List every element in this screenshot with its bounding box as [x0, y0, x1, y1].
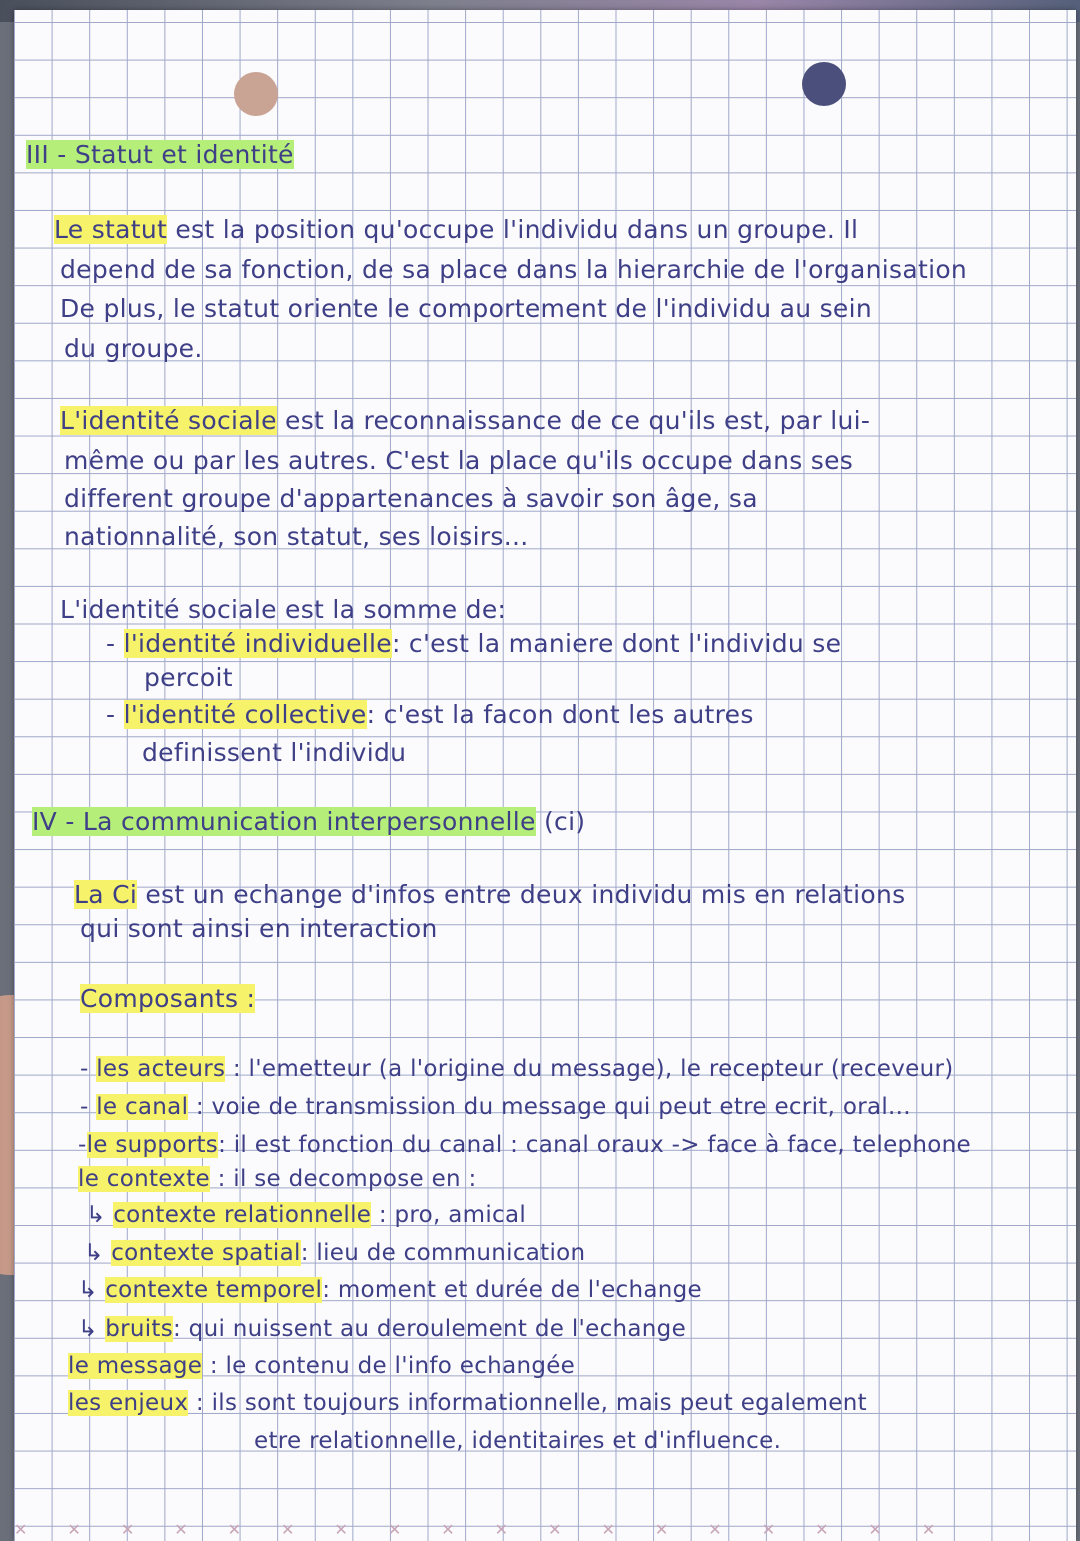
punch-hole-left — [234, 72, 278, 116]
item-text: : qui nuissent au deroulement de l'echange — [173, 1316, 687, 1342]
item-label: contexte spatial — [111, 1240, 301, 1266]
item-prefix: - — [80, 1056, 97, 1082]
ci-line-2: qui sont ainsi en interaction — [80, 914, 438, 943]
item-label: les acteurs — [96, 1056, 226, 1082]
item-prefix: - — [80, 1094, 97, 1120]
item-text: : pro, amical — [371, 1202, 527, 1228]
indiv-label: l'identité individuelle — [123, 629, 392, 658]
item-prefix: ↳ — [78, 1316, 106, 1342]
identite-line-4: nationnalité, son statut, ses loisirs... — [64, 522, 529, 551]
statut-line-2: depend de sa fonction, de sa place dans la hierarchie de l'organisation — [60, 255, 968, 284]
section-4-title-text: - La communication interpersonnelle — [57, 807, 536, 836]
component-item — [78, 1162, 477, 1196]
identite-line-1 — [60, 404, 870, 438]
indiv-line-2: percoit — [144, 663, 233, 692]
item-text: : lieu de communication — [300, 1240, 586, 1266]
section-4-abbr: (ci) — [535, 807, 586, 836]
bottom-doodles: ✕✕✕✕✕✕✕✕✕✕✕✕✕✕✕✕✕✕ — [14, 1520, 976, 1539]
item-label: les enjeux — [68, 1390, 189, 1416]
item-text: : ils sont toujours informationnelle, mais peut egalement — [188, 1390, 867, 1416]
coll-bullet: - — [106, 700, 124, 729]
ci-label: La Ci — [74, 880, 138, 909]
item-text: : moment et durée de l'echange — [322, 1277, 702, 1303]
section-4-number: IV — [32, 807, 58, 836]
item-label: le message — [68, 1353, 203, 1379]
component-item — [86, 1198, 526, 1232]
item-text: : le contenu de l'info echangée — [202, 1353, 576, 1379]
coll-line-1 — [106, 698, 754, 732]
component-item — [78, 1273, 702, 1307]
item-text: : il se decompose en : — [210, 1166, 477, 1192]
statut-text-1: est la position qu'occupe l'individu dans un groupe. Il — [167, 215, 859, 244]
composants-label: Composants : — [80, 984, 256, 1013]
composants-heading — [80, 982, 255, 1016]
indiv-line-1 — [106, 627, 841, 661]
component-item — [78, 1312, 686, 1346]
indiv-bullet: - — [106, 629, 124, 658]
component-item — [80, 1052, 954, 1086]
somme-intro: L'identité sociale est la somme de: — [60, 595, 507, 624]
enjeux-continuation: etre relationnelle, identitaires et d'influence. — [254, 1428, 782, 1454]
identite-text-1: est la reconnaissance de ce qu'ils est, par lui- — [276, 406, 871, 435]
identite-line-3: different groupe d'appartenances à savoir son âge, sa — [64, 484, 758, 513]
grid-paper-sheet — [14, 10, 1076, 1541]
item-label: le contexte — [78, 1166, 210, 1192]
statut-label: Le statut — [54, 215, 168, 244]
ci-line-1 — [74, 878, 905, 912]
item-label: le supports — [86, 1132, 219, 1158]
statut-line-4: du groupe. — [64, 334, 203, 363]
section-3-title-text: III - Statut et identité — [26, 140, 294, 169]
item-text: : voie de transmission du message qui peut etre ecrit, oral... — [188, 1094, 911, 1120]
item-prefix: ↳ — [86, 1202, 114, 1228]
component-item — [68, 1386, 867, 1420]
section-4-title — [32, 805, 585, 839]
coll-label: l'identité collective — [123, 700, 367, 729]
coll-line-2: definissent l'individu — [142, 738, 407, 767]
component-item — [80, 1090, 911, 1124]
item-prefix: - — [78, 1132, 87, 1158]
component-item — [78, 1128, 971, 1162]
identite-line-2: même ou par les autres. C'est la place qu'ils occupe dans ses — [64, 446, 854, 475]
statut-line-1 — [54, 213, 858, 247]
indiv-text-1: : c'est la maniere dont l'individu se — [391, 629, 842, 658]
component-item — [68, 1349, 575, 1383]
ci-text-1: est un echange d'infos entre deux individu mis en relations — [137, 880, 906, 909]
item-text: : il est fonction du canal : canal oraux -> face à face, telephone — [218, 1132, 972, 1158]
item-label: contexte relationnelle — [113, 1202, 372, 1228]
item-label: bruits — [105, 1316, 174, 1342]
statut-line-3: De plus, le statut oriente le comportement de l'individu au sein — [60, 294, 872, 323]
item-label: contexte temporel — [105, 1277, 323, 1303]
punch-hole-right — [802, 62, 846, 106]
component-item — [84, 1236, 585, 1270]
item-prefix: ↳ — [78, 1277, 106, 1303]
item-label: le canal — [96, 1094, 189, 1120]
section-3-title — [26, 138, 294, 172]
coll-text-1: : c'est la facon dont les autres — [366, 700, 754, 729]
identite-label: L'identité sociale — [60, 406, 277, 435]
item-prefix: ↳ — [84, 1240, 112, 1266]
item-text: : l'emetteur (a l'origine du message), le recepteur (receveur) — [225, 1056, 954, 1082]
section-4-title-highlight — [32, 807, 536, 836]
